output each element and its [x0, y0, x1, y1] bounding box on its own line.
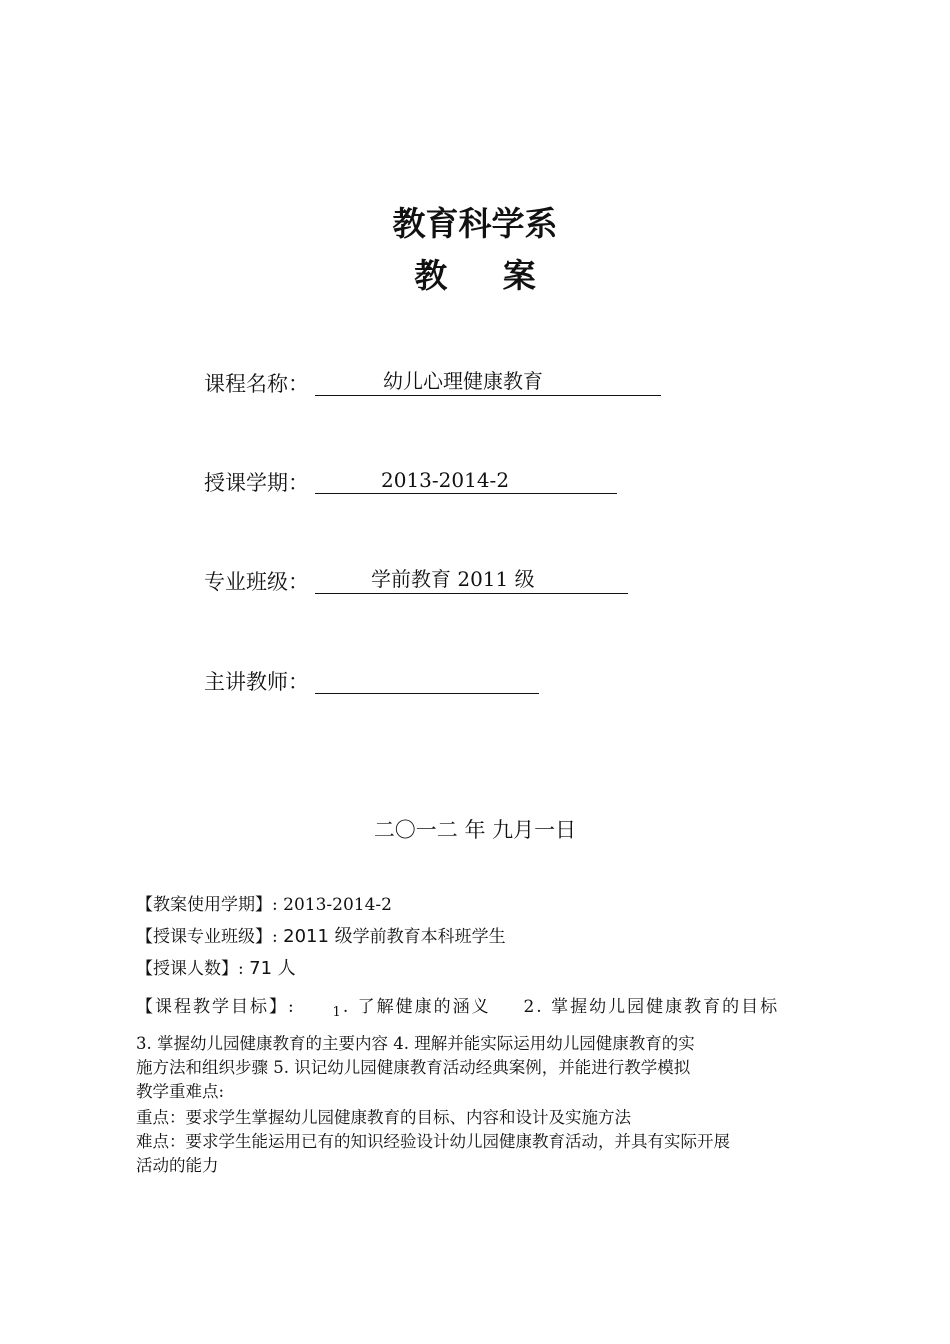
info-count-row	[136, 954, 296, 980]
goals-line-2: 3. 掌握幼儿园健康教育的主要内容 4. 理解并能实际运用幼儿园健康教育的实	[136, 1034, 695, 1053]
class-label: 专业班级：	[204, 570, 309, 594]
goals-label: 【课程教学目标】:	[136, 997, 296, 1017]
info-class-label: 【授课专业班级】:	[136, 927, 278, 947]
info-count-value: 71 人	[249, 958, 296, 979]
term-value: 2013-2014-2	[381, 468, 510, 492]
course-value: 幼儿心理健康教育	[383, 369, 543, 393]
term-label: 授课学期：	[204, 471, 309, 495]
info-term-label: 【教案使用学期】:	[136, 895, 278, 915]
info-class-value-b: 学前教育本科班学生	[352, 927, 506, 947]
info-term-row	[136, 890, 392, 915]
course-label: 课程名称：	[204, 372, 309, 396]
goal2-text: 2. 掌握幼儿园健康教育的目标	[523, 997, 780, 1017]
goals-line-3: 施方法和组织步骤 5. 识记幼儿园健康教育活动经典案例，并能进行教学模拟	[136, 1058, 691, 1077]
info-term-value: 2013-2014-2	[283, 895, 392, 915]
key-point-text: 重点：要求学生掌握幼儿园健康教育的目标、内容和设计及实施方法	[136, 1108, 631, 1127]
goal1-text: . 了解健康的涵义	[342, 997, 491, 1017]
info-class-value-a: 2011 级	[283, 926, 353, 947]
course-line	[315, 369, 661, 396]
doc-type-title: 教 案	[414, 256, 558, 295]
info-class-row	[136, 922, 506, 948]
key-points-heading: 教学重难点:	[136, 1082, 225, 1101]
department-title: 教育科学系	[392, 204, 558, 243]
difficulty-text: 难点：要求学生能运用已有的知识经验设计幼儿园健康教育活动，并具有实际开展	[136, 1132, 730, 1151]
term-line	[315, 467, 617, 494]
class-line	[315, 567, 628, 594]
info-count-label: 【授课人数】:	[136, 959, 244, 979]
goal1-number: 1	[332, 1005, 343, 1020]
goals-row	[136, 992, 780, 1020]
teacher-label: 主讲教师：	[204, 670, 309, 694]
difficulty-text-cont: 活动的能力	[136, 1156, 219, 1175]
document-date: 二〇一二 年 九月一日	[373, 818, 577, 842]
class-value: 学前教育 2011 级	[371, 567, 535, 591]
teacher-line	[315, 667, 539, 694]
